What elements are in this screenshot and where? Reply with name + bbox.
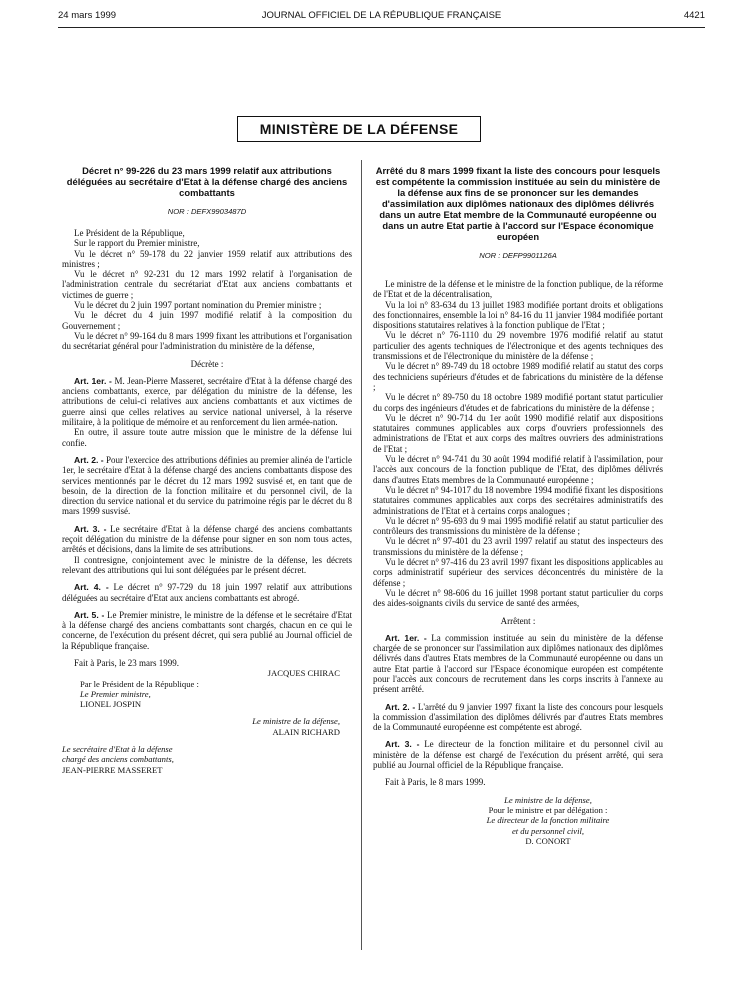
signature-par: Par le Président de la République : bbox=[80, 678, 199, 689]
header-date: 24 mars 1999 bbox=[58, 10, 117, 21]
decree-column bbox=[62, 165, 352, 775]
paragraph: Vu le décret n° 99-164 du 8 mars 1999 fixant les attributions et l'organisation du secrétariat général pour l'administration du ministère de la défense, bbox=[62, 330, 352, 352]
paragraph: Sur le rapport du Premier ministre, bbox=[74, 238, 200, 249]
article-5 bbox=[62, 610, 352, 651]
article-4 bbox=[62, 582, 352, 603]
decree-nor: NOR : DEFX9903487D bbox=[167, 207, 247, 216]
article-label: Art. 3. - bbox=[385, 739, 420, 750]
signature-director: et du personnel civil, bbox=[511, 825, 585, 836]
paragraph: Vu la loi n° 83-634 du 13 juillet 1983 modifiée portant droits et obligations des fonctionnaires, ensemble la loi n° 84-16 du 11 janvier 1984 modifiée portant dispositions statutaires relatives à la fonction publique de l'Etat ; bbox=[373, 299, 663, 331]
article-1 bbox=[373, 633, 663, 695]
article-2 bbox=[373, 702, 663, 733]
paragraph: Vu le décret n° 90-714 du 1er août 1990 modifié relatif aux dispositions statutaires communes applicables aux corps d'ouvriers professionnels des administrations de l'Etat et aux corps des maîtres ouvriers des administrations de l'Etat ; bbox=[373, 412, 663, 454]
paragraph: Vu le décret n° 95-693 du 9 mai 1995 modifié relatif au statut particulier des contrôleurs des transmissions du ministère de la défense ; bbox=[373, 515, 663, 537]
paragraph: Il contresigne, conjointement avec le ministre de la défense, les décrets relevant des attributions qui lui sont déléguées par le présent décret. bbox=[62, 554, 352, 575]
header-page-number: 4421 bbox=[683, 10, 705, 21]
article-label: Art. 1er. - bbox=[74, 375, 112, 386]
paragraph: Vu le décret n° 92-231 du 12 mars 1992 relatif à l'organisation de l'administration centrale du secrétariat d'Etat aux anciens combattants et victimes de guerre ; bbox=[62, 269, 352, 300]
arretent-label: Arrêtent : bbox=[500, 615, 536, 626]
signature-president: JACQUES CHIRAC bbox=[267, 668, 340, 679]
article-text: M. Jean-Pierre Masseret, secrétaire d'Etat à la défense chargé des anciens combattants, exerce, par délégation du ministre de la défense, les attributions de celui-ci relatives aux anciens combattants et aux victimes de guerre ainsi que celles relatives au service national universel, à la réserve militaire, à la politique de mémoire et au renforcement du lien armée-nation. bbox=[62, 375, 352, 428]
decree-title: Décret n° 99-226 du 23 mars 1999 relatif aux attributions déléguées au secrétaire d'Etat à la défense chargé des anciens combattants bbox=[66, 165, 348, 198]
article-2 bbox=[62, 455, 352, 517]
signature-md-name: ALAIN RICHARD bbox=[272, 726, 340, 737]
article-3 bbox=[62, 524, 352, 555]
decrete-label: Décrète : bbox=[190, 358, 224, 369]
article-label: Art. 1er. - bbox=[385, 632, 427, 643]
arrete-column bbox=[373, 165, 663, 846]
article-label: Art. 3. - bbox=[74, 523, 107, 534]
signature-pm-name: LIONEL JOSPIN bbox=[80, 699, 142, 710]
signature-md-title: Le ministre de la défense, bbox=[252, 716, 340, 727]
page-header bbox=[58, 10, 705, 24]
header-journal: JOURNAL OFFICIEL DE LA RÉPUBLIQUE FRANÇAISE bbox=[261, 10, 502, 21]
signature-se-name: JEAN-PIERRE MASSERET bbox=[62, 764, 163, 775]
article-text: Le Premier ministre, le ministre de la défense et le secrétaire d'Etat à la défense chargé des anciens combattants sont chargés, chacun en ce qui le concerne, de l'exécution du présent décret, qui sera publié au Journal officiel de la République française. bbox=[62, 609, 353, 651]
signature-se-title: chargé des anciens combattants, bbox=[62, 754, 174, 765]
signature-director: Le directeur de la fonction militaire bbox=[486, 815, 610, 826]
article-label: Art. 2. - bbox=[74, 454, 104, 465]
article-text: L'arrêté du 9 janvier 1997 fixant la liste des concours pour lesquels la commission d'assimilation des diplômes délivrés par d'autres Etats membres de la Communauté européenne est compétente est abrogé. bbox=[373, 701, 663, 733]
article-text: Le directeur de la fonction militaire et du personnel civil au ministère de la défense est chargé de l'exécution du présent arrêté, qui sera publié au Journal officiel de la République française. bbox=[373, 739, 664, 771]
article-label: Art. 5. - bbox=[74, 609, 105, 620]
paragraph: Le Président de la République, bbox=[74, 228, 185, 238]
article-text: La commission instituée au sein du ministère de la défense chargée de se prononcer sur l'assimilation aux diplômes nationaux des diplômes délivrés dans d'autres Etats membres de la Communauté européenne ou dans un autre Etat partie à l'accord sur l'Espace économique européen est compétente pour l'accès aux concours de recrutement dans les corps inscrits à l'annexe au présent arrêté. bbox=[373, 632, 663, 695]
article-text: Le secrétaire d'Etat à la défense chargé des anciens combattants reçoit délégation du ministre de la défense pour signer en son nom tous actes, arrêtés et décisions, dans la limite de ses attributions. bbox=[62, 523, 353, 555]
paragraph: Vu le décret n° 98-606 du 16 juillet 1998 portant statut particulier du corps des aides-soignants civils du service de santé des armées, bbox=[373, 587, 663, 609]
article-3 bbox=[373, 739, 663, 770]
paragraph: Vu le décret n° 94-1017 du 18 novembre 1994 modifié fixant les dispositions statutaires communes applicables aux corps des secrétaires administratifs des administrations de l'Etat et à certains corps analogues ; bbox=[373, 484, 664, 516]
signature-date: Fait à Paris, le 23 mars 1999. bbox=[74, 657, 179, 668]
signature-delegation: Pour le ministre et par délégation : bbox=[488, 804, 608, 815]
arrete-nor: NOR : DEFP9901126A bbox=[479, 251, 557, 260]
paragraph: Vu le décret du 4 juin 1997 modifié relatif à la composition du Gouvernement ; bbox=[62, 310, 352, 331]
column-divider bbox=[361, 160, 362, 950]
signature-se-title: Le secrétaire d'Etat à la défense bbox=[62, 744, 173, 755]
article-label: Art. 4. - bbox=[74, 582, 109, 593]
paragraph: Vu le décret n° 89-749 du 18 octobre 1989 modifié relatif au statut des corps des techniciens supérieurs d'études et de fabrications du ministère de la défense ; bbox=[373, 361, 663, 392]
paragraph: Vu le décret n° 97-416 du 23 avril 1997 fixant les dispositions applicables au corps administratif supérieur des services déconcentrés du ministère de la défense ; bbox=[373, 557, 663, 588]
article-1 bbox=[62, 376, 352, 427]
signature-date: Fait à Paris, le 8 mars 1999. bbox=[385, 777, 486, 788]
article-text: Le décret n° 97-729 du 18 juin 1997 relatif aux attributions déléguées au secrétaire d'Etat aux anciens combattants est abrogé. bbox=[62, 582, 353, 603]
article-text: Pour l'exercice des attributions définies au premier alinéa de l'article 1er, le secrétaire d'Etat à la défense chargé des anciens combattants dispose des services mentionnés par le décret du 12 mars 1992 susvisé et, en tant que de besoin, de la direction de la fonction militaire et du personnel civil, de la direction du service national et du service du patrimoine régis par le décret du 8 mars 1999 susvisé. bbox=[62, 454, 353, 517]
header-rule bbox=[58, 27, 705, 28]
paragraph: Vu le décret du 2 juin 1997 portant nomination du Premier ministre ; bbox=[74, 300, 322, 311]
paragraph: Le ministre de la défense et le ministre de la fonction publique, de la réforme de l'Etat et de la décentralisation, bbox=[373, 279, 663, 300]
paragraph: Vu le décret n° 94-741 du 30 août 1994 modifié relatif à l'assimilation, pour l'accès aux concours de la fonction publique de l'Etat, des diplômes délivrés dans d'autres Etats membres de la Communauté européenne ; bbox=[373, 454, 663, 485]
paragraph: Vu le décret n° 97-401 du 23 avril 1997 relatif au statut des inspecteurs des transmissions du ministère de la défense ; bbox=[373, 536, 663, 557]
arrete-title: Arrêté du 8 mars 1999 fixant la liste des concours pour lesquels est compétente la commission instituée au sein du ministère de la défense aux fins de se prononcer sur les demandes d'assimilation aux diplômes nationaux des diplômes délivrés dans un autre Etat membre de la Communauté européenne ou dans un autre Etat partie à l'accord sur l'Espace économique européen bbox=[375, 165, 661, 242]
signature-pm-title: Le Premier ministre, bbox=[80, 688, 151, 699]
paragraph: Vu le décret n° 59-178 du 22 janvier 1959 relatif aux attributions des ministres ; bbox=[62, 248, 352, 269]
signature-name: D. CONORT bbox=[525, 835, 571, 846]
ministry-heading: MINISTÈRE DE LA DÉFENSE bbox=[237, 116, 481, 142]
signature-title: Le ministre de la défense, bbox=[504, 794, 592, 805]
paragraph: Vu le décret n° 89-750 du 18 octobre 1989 modifié portant statut particulier du corps des ingénieurs d'études et de fabrications du ministère de la défense ; bbox=[373, 392, 663, 413]
article-label: Art. 2. - bbox=[385, 701, 416, 712]
paragraph: En outre, il assure toute autre mission que le ministre de la défense lui confie. bbox=[62, 427, 352, 448]
paragraph: Vu le décret n° 76-1110 du 29 novembre 1976 modifié relatif au statut particulier des agents techniques de l'électronique et des agents techniques des transmissions et de l'électronique du ministère de la défense ; bbox=[373, 330, 663, 362]
